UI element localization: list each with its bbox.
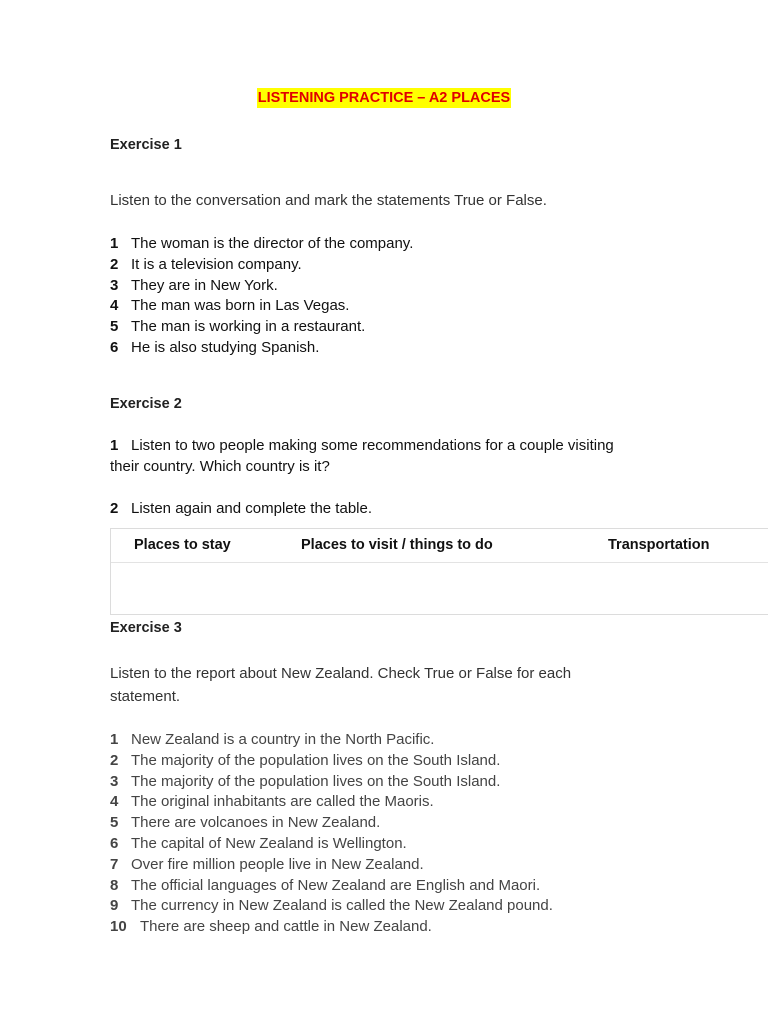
- item-number: 1: [110, 731, 119, 748]
- exercise-3-instruction: Listen to the report about New Zealand. Check True or False for each statement.: [110, 665, 572, 705]
- item-number: 4: [110, 793, 119, 811]
- item-number: 4: [110, 297, 119, 315]
- list-item: [110, 296, 413, 317]
- item-text: The majority of the population lives on the South Island.: [131, 772, 501, 790]
- item-text: The man is working in a restaurant.: [131, 318, 366, 336]
- item-text: He is also studying Spanish.: [131, 338, 320, 356]
- list-item: [110, 338, 413, 359]
- title-text: LISTENING PRACTICE – A2 PLACES: [257, 90, 511, 106]
- item-text: There are volcanoes in New Zealand.: [131, 814, 381, 832]
- item-number: 6: [110, 338, 119, 356]
- item-number: 2: [110, 255, 119, 273]
- exercise-3-heading: Exercise 3: [110, 620, 182, 636]
- step-text: Listen to two people making some recommendations for a couple visiting their country. Which country is it?: [110, 437, 614, 475]
- item-number: 5: [110, 318, 119, 336]
- exercise-2-step-1: [110, 435, 630, 477]
- exercise-3-list: [110, 730, 553, 938]
- item-text: New Zealand is a country in the North Pacific.: [131, 731, 435, 748]
- item-number: 8: [110, 876, 119, 894]
- exercise-1-instruction: Listen to the conversation and mark the statements True or False.: [110, 192, 547, 209]
- step-number: 1: [110, 437, 119, 454]
- list-item: [110, 255, 413, 276]
- item-number: 9: [110, 897, 119, 915]
- item-number: 5: [110, 814, 119, 832]
- table-header-places-to-visit: Places to visit / things to do: [301, 537, 493, 553]
- item-text: The currency in New Zealand is called the New Zealand pound.: [131, 897, 553, 915]
- exercise-1-heading: Exercise 1: [110, 137, 182, 153]
- item-text: The majority of the population lives on the South Island.: [131, 751, 501, 769]
- list-item: [110, 730, 553, 751]
- list-item: [110, 917, 553, 938]
- item-text: They are in New York.: [131, 276, 278, 294]
- list-item: [110, 813, 553, 834]
- item-text: The original inhabitants are called the Maoris.: [131, 793, 434, 811]
- completion-table: [110, 528, 768, 615]
- list-item: [110, 896, 553, 917]
- item-number: 3: [110, 772, 119, 790]
- step-number: 2: [110, 500, 119, 517]
- exercise-2-heading: Exercise 2: [110, 396, 182, 412]
- exercise-1-list: [110, 234, 413, 359]
- item-text: It is a television company.: [131, 255, 302, 273]
- document-title: [0, 89, 768, 107]
- table-header-row: [111, 529, 768, 563]
- table-header-places-to-stay: Places to stay: [134, 537, 231, 553]
- item-text: The woman is the director of the company.: [131, 235, 414, 252]
- list-item: [110, 317, 413, 338]
- item-text: The capital of New Zealand is Wellington.: [131, 834, 407, 852]
- list-item: [110, 751, 553, 772]
- item-text: The man was born in Las Vegas.: [131, 297, 350, 315]
- list-item: [110, 234, 413, 255]
- step-text: Listen again and complete the table.: [131, 500, 373, 517]
- item-number: 10: [110, 918, 127, 936]
- list-item: [110, 834, 553, 855]
- item-text: The official languages of New Zealand are English and Maori.: [131, 876, 541, 894]
- item-number: 7: [110, 855, 119, 873]
- list-item: [110, 855, 553, 876]
- item-text: Over fire million people live in New Zealand.: [131, 855, 424, 873]
- list-item: [110, 772, 553, 793]
- table-header-transportation: Transportation: [608, 537, 710, 553]
- exercise-2-step-2: [110, 498, 630, 519]
- list-item: [110, 792, 553, 813]
- item-number: 3: [110, 276, 119, 294]
- list-item: [110, 876, 553, 897]
- item-text: There are sheep and cattle in New Zealand.: [140, 918, 432, 936]
- item-number: 1: [110, 235, 119, 252]
- item-number: 2: [110, 751, 119, 769]
- item-number: 6: [110, 834, 119, 852]
- list-item: [110, 276, 413, 297]
